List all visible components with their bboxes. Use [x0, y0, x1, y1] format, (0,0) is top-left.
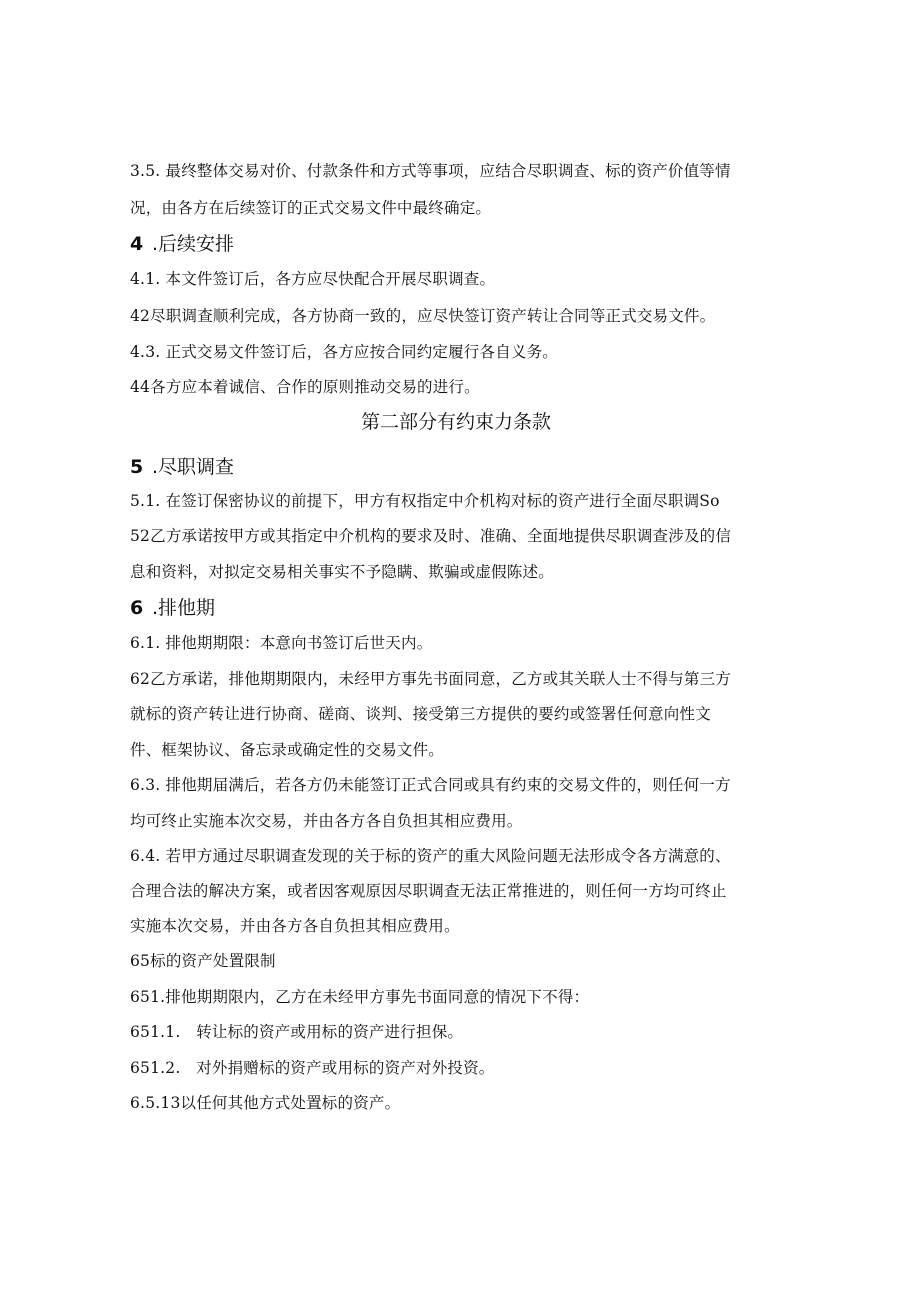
section-4-heading — [130, 231, 234, 257]
section-5-number: 5 — [130, 456, 144, 478]
clause-6-3-line-1: 6.3. 排他期届满后，若各方仍未能签订正式合同或具有约束的交易文件的，则任何一方 — [130, 776, 731, 794]
section-5-heading — [130, 454, 234, 480]
clause-6-2-line-2: 就标的资产转让进行协商、磋商、谈判、接受第三方提供的要约或签署任何意向性文 — [130, 705, 711, 723]
clause-6-1: 6.1. 排他期期限：本意向书签订后世天内。 — [130, 634, 433, 652]
part-two-title: 第二部分有约束力条款 — [360, 411, 551, 433]
clause-6-4-line-3: 实施本次交易，并由各方各自负担其相应费用。 — [130, 917, 460, 935]
clause-6-5-1-1: 651.1. 转让标的资产或用标的资产进行担保。 — [130, 1023, 464, 1041]
clause-4-1: 4.1. 本文件签订后，各方应尽快配合开展尽职调查。 — [130, 270, 496, 288]
clause-4-3: 4.3. 正式交易文件签订后，各方应按合同约定履行各自义务。 — [130, 343, 559, 361]
clause-6-5-1-3: 6.5.13以任何其他方式处置标的资产。 — [130, 1094, 401, 1112]
clause-4-4: 44各方应本着诚信、合作的原则推动交易的进行。 — [130, 378, 480, 396]
clause-5-2-line-2: 息和资料，对拟定交易相关事实不予隐瞒、欺骗或虚假陈述。 — [130, 563, 554, 581]
section-4-title: .后续安排 — [152, 233, 235, 255]
clause-6-5: 65标的资产处置限制 — [130, 952, 276, 970]
section-4-number: 4 — [130, 233, 144, 255]
section-6-heading — [130, 595, 215, 621]
section-5-title: .尽职调查 — [152, 456, 235, 478]
clause-6-2-line-3: 件、框架协议、备忘录或确定性的交易文件。 — [130, 741, 445, 759]
clause-6-4-line-1: 6.4. 若甲方通过尽职调查发现的关于标的资产的重大风险问题无法形成令各方满意的、 — [130, 847, 731, 865]
clause-6-5-1-2: 651.2. 对外捐赠标的资产或用标的资产对外投资。 — [130, 1059, 495, 1077]
clause-6-5-1: 651.排他期期限内，乙方在未经甲方事先书面同意的情况下不得： — [130, 988, 590, 1006]
clause-3-5-line-1: 3.5. 最终整体交易对价、付款条件和方式等事项，应结合尽职调查、标的资产价值等情 — [130, 162, 731, 180]
clause-6-2-line-1: 62乙方承诺，排他期期限内，未经甲方事先书面同意，乙方或其关联人士不得与第三方 — [130, 670, 732, 688]
clause-3-5-line-2: 况，由各方在后续签订的正式交易文件中最终确定。 — [130, 199, 492, 217]
section-6-title: .排他期 — [152, 597, 216, 619]
clause-6-4-line-2: 合理合法的解决方案，或者因客观原因尽职调查无法正常推进的，则任何一方均可终止 — [130, 882, 727, 900]
section-6-number: 6 — [130, 597, 144, 619]
clause-4-2: 42尽职调查顺利完成，各方协商一致的，应尽快签订资产转让合同等正式交易文件。 — [130, 307, 716, 325]
clause-5-2-line-1: 52乙方承诺按甲方或其指定中介机构的要求及时、准确、全面地提供尽职调查涉及的信 — [130, 527, 732, 545]
clause-6-3-line-2: 均可终止实施本次交易，并由各方各自负担其相应费用。 — [130, 812, 523, 830]
clause-5-1: 5.1. 在签订保密协议的前提下，甲方有权指定中介机构对标的资产进行全面尽职调So — [130, 492, 720, 510]
